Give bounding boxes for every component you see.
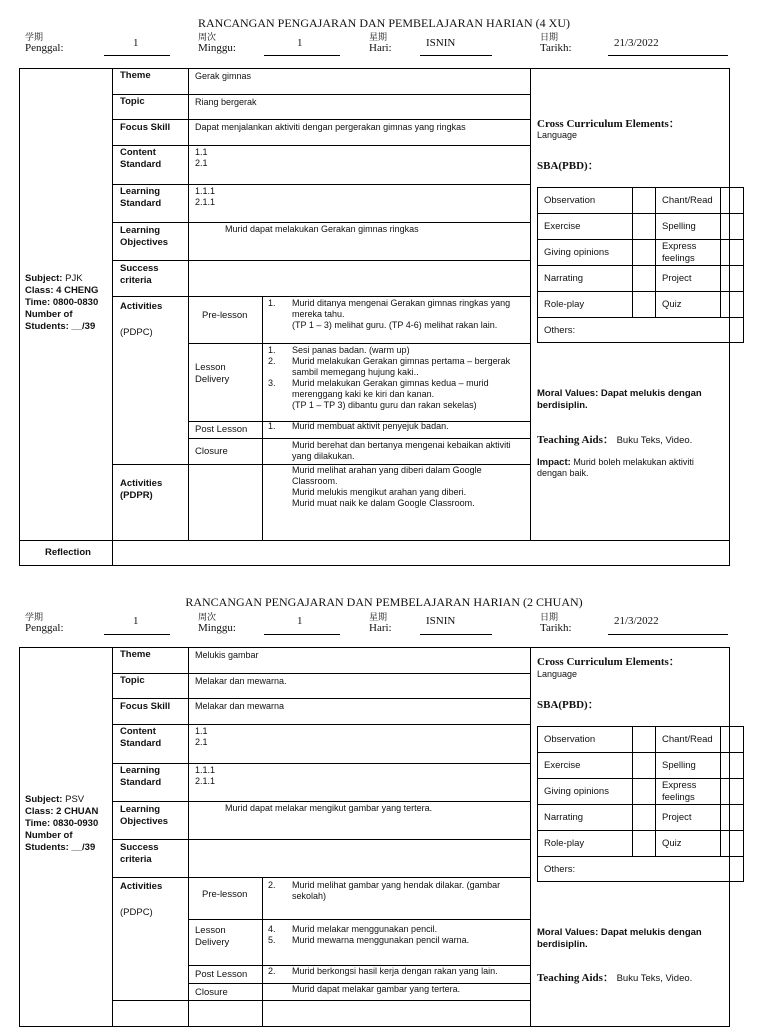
closure-label: Closure: [195, 987, 228, 998]
topic-label: Topic: [120, 675, 145, 686]
hari-line: [420, 634, 492, 635]
hari-label: Hari:: [369, 42, 392, 54]
sba-checkbox: [632, 291, 656, 318]
theme-label: Theme: [120, 70, 151, 81]
minggu-label: Minggu:: [198, 42, 236, 54]
minggu-value: 1: [297, 615, 303, 627]
minggu-line: [264, 634, 340, 635]
topic-value: Riang bergerak: [195, 97, 257, 107]
tarikh-value: 21/3/2022: [614, 37, 659, 49]
post-lesson-list: [268, 421, 526, 432]
learning-standard-label: Learning Standard: [120, 186, 162, 209]
class-info: Subject: PJK Class: 4 CHENG Time: 0800-0830 Number of Students: __/39: [25, 273, 99, 332]
sba-cell: Role-play: [537, 830, 633, 857]
sba-cell: Quiz: [655, 830, 721, 857]
sba-cell: Giving opinions: [537, 778, 633, 805]
sba-checkbox: [720, 265, 744, 292]
pre-lesson-label: Pre-lesson: [202, 310, 248, 321]
impact: Impact: Murid boleh melakukan aktiviti dengan baik.: [537, 457, 694, 478]
reflection-label: Reflection: [45, 547, 91, 558]
list-item: 2. Murid berkongsi hasil kerja dengan rakan yang lain.: [268, 966, 498, 976]
pre-lesson-label: Pre-lesson: [202, 889, 248, 900]
sba-checkbox: [720, 213, 744, 240]
learning-objectives-label: Learning Objectives: [120, 804, 169, 827]
sba-cell: Observation: [537, 187, 633, 214]
lesson-delivery-label: Lesson Delivery: [195, 925, 230, 948]
sba-others: Others:: [537, 317, 744, 343]
topic-label: Topic: [120, 96, 145, 107]
focus-value: Dapat menjalankan aktiviti dengan pergerakan gimnas yang ringkas: [195, 122, 466, 132]
teaching-aids: Teaching Aids： Buku Teks, Video.: [537, 434, 693, 446]
sba-checkbox: [632, 187, 656, 214]
closure-text: Murid berehat dan bertanya mengenai kebaikan aktiviti yang dilakukan.: [292, 440, 511, 461]
sba-cell: Project: [655, 804, 721, 831]
sba-checkbox: [632, 265, 656, 292]
tarikh-label: Tarikh:: [540, 622, 572, 634]
theme-value: Melukis gambar: [195, 650, 259, 660]
sba-label: SBA(PBD)：: [537, 699, 599, 711]
list-item: 4. Murid melakar menggunakan pencil.: [268, 924, 438, 934]
pdpr-label: Activities (PDPR): [120, 478, 163, 501]
teaching-aids: Teaching Aids： Buku Teks, Video.: [537, 972, 693, 984]
success-criteria-label: Success criteria: [120, 842, 159, 865]
list-item: sekolah): [292, 891, 327, 901]
lesson-delivery-label: Lesson Delivery: [195, 362, 230, 385]
list-item: (TP 1 – 3) melihat guru. (TP 4-6) melihat rakan lain.: [292, 320, 498, 330]
cce-label: Cross Curriculum Elements：: [537, 118, 680, 130]
lesson-plan-2: [0, 580, 768, 1024]
hari-value: ISNIN: [426, 37, 456, 49]
moral-values: Moral Values: Dapat melukis dengan berdisiplin.: [537, 927, 702, 950]
list-item: (TP 1 – TP 3) dibantu guru dan rakan sekelas): [292, 400, 477, 410]
sba-cell: Project: [655, 265, 721, 292]
lesson-delivery-list: [268, 345, 526, 411]
penggal-value: 1: [133, 37, 139, 49]
penggal-line: [104, 634, 170, 635]
sba-cell: Exercise: [537, 213, 633, 240]
pdpc-label: (PDPC): [120, 327, 153, 338]
sba-checkbox: [632, 239, 656, 266]
plan-title: RANCANGAN PENGAJARAN DAN PEMBELAJARAN HARIAN (4 XU): [197, 16, 570, 30]
sba-checkbox: [720, 804, 744, 831]
sba-cell: Express feelings: [655, 239, 721, 266]
list-item: merenggang kaki ke kiri dan kanan.: [292, 389, 435, 399]
post-lesson-list: [268, 966, 526, 977]
list-item: 1. Sesi panas badan. (warm up): [268, 345, 410, 355]
minggu-line: [264, 55, 340, 56]
minggu-cn-label: 周次: [198, 613, 217, 623]
pre-lesson-list: [268, 298, 526, 331]
list-item: 3. Murid melakukan Gerakan gimnas kedua – murid: [268, 378, 489, 388]
theme-value: Gerak gimnas: [195, 71, 252, 81]
sba-cell: Narrating: [537, 265, 633, 292]
penggal-value: 1: [133, 615, 139, 627]
tarikh-line: [608, 55, 728, 56]
sba-checkbox: [720, 752, 744, 779]
sba-checkbox: [720, 187, 744, 214]
learning-standard-value: 1.1.1 2.1.1: [195, 186, 216, 207]
sba-checkbox: [720, 726, 744, 753]
post-lesson-label: Post Lesson: [195, 424, 248, 435]
pdpr-text: Murid melihat arahan yang diberi dalam Google Classroom. Murid melukis mengikut arahan yang diberi. Murid muat naik ke dalam Google Classroom.: [292, 465, 482, 508]
list-item: 1. Murid membuat aktivit penyejuk badan.: [268, 421, 449, 431]
hari-cn-label: 星期: [369, 33, 388, 43]
focus-label: Focus Skill: [120, 701, 171, 712]
tarikh-value: 21/3/2022: [614, 615, 659, 627]
content-standard-value: 1.1 2.1: [195, 147, 208, 168]
list-item: 5. Murid mewarna menggunakan pencil warna.: [268, 935, 470, 945]
sba-checkbox: [632, 804, 656, 831]
sba-cell: Spelling: [655, 213, 721, 240]
focus-label: Focus Skill: [120, 122, 171, 133]
closure-label: Closure: [195, 446, 228, 457]
activities-label: Activities: [120, 881, 163, 892]
success-criteria-label: Success criteria: [120, 263, 159, 286]
penggal-cn-label: 学期: [25, 613, 44, 623]
hari-value: ISNIN: [426, 615, 456, 627]
hari-label: Hari:: [369, 622, 392, 634]
pre-lesson-list: [268, 880, 526, 902]
sba-cell: Role-play: [537, 291, 633, 318]
learning-objectives-label: Learning Objectives: [120, 225, 169, 248]
content-standard-label: Content Standard: [120, 147, 162, 170]
focus-value: Melakar dan mewarna: [195, 701, 285, 711]
content-standard-value: 1.1 2.1: [195, 726, 208, 747]
cce-value: Language: [537, 669, 578, 679]
sba-checkbox: [720, 239, 744, 266]
hari-line: [420, 55, 492, 56]
activities-label: Activities: [120, 301, 163, 312]
cce-label: Cross Curriculum Elements：: [537, 656, 680, 668]
learning-objectives-value: Murid dapat melakukan Gerakan gimnas ringkas: [225, 224, 419, 234]
minggu-label: Minggu:: [198, 622, 236, 634]
learning-standard-label: Learning Standard: [120, 765, 162, 788]
tarikh-cn-label: 日期: [540, 613, 559, 623]
list-item: 2. Murid melihat gambar yang hendak dilakar. (gambar: [268, 880, 501, 890]
topic-value: Melakar dan mewarna.: [195, 676, 287, 686]
minggu-cn-label: 周次: [198, 33, 217, 43]
sba-cell: Express feelings: [655, 778, 721, 805]
hari-cn-label: 星期: [369, 613, 388, 623]
sba-checkbox: [720, 778, 744, 805]
plan-title: RANCANGAN PENGAJARAN DAN PEMBELAJARAN HARIAN (2 CHUAN): [185, 595, 583, 609]
penggal-cn-label: 学期: [25, 33, 44, 43]
lesson-delivery-list: [268, 924, 526, 946]
sba-checkbox: [632, 726, 656, 753]
sba-cell: Chant/Read: [655, 187, 721, 214]
list-item: 1. Murid ditanya mengenai Gerakan gimnas ringkas yang: [268, 298, 511, 308]
tarikh-cn-label: 日期: [540, 33, 559, 43]
theme-label: Theme: [120, 649, 151, 660]
sba-cell: Quiz: [655, 291, 721, 318]
sba-cell: Giving opinions: [537, 239, 633, 266]
closure-text: Murid dapat melakar gambar yang tertera.: [292, 984, 461, 994]
sba-cell: Spelling: [655, 752, 721, 779]
minggu-value: 1: [297, 37, 303, 49]
sba-others: Others:: [537, 856, 744, 882]
sba-cell: Narrating: [537, 804, 633, 831]
moral-values: Moral Values: Dapat melukis dengan berdisiplin.: [537, 388, 702, 411]
sba-cell: Chant/Read: [655, 726, 721, 753]
penggal-label: Penggal:: [25, 622, 64, 634]
penggal-label: Penggal:: [25, 42, 64, 54]
class-info: Subject: PSV Class: 2 CHUAN Time: 0830-0930 Number of Students: __/39: [25, 794, 99, 853]
penggal-line: [104, 55, 170, 56]
post-lesson-label: Post Lesson: [195, 969, 248, 980]
learning-objectives-value: Murid dapat melakar mengikut gambar yang tertera.: [225, 803, 433, 813]
cce-value: Language: [537, 130, 578, 140]
list-item: 2. Murid melakukan Gerakan gimnas pertama – bergerak: [268, 356, 511, 366]
tarikh-line: [608, 634, 728, 635]
sba-cell: Observation: [537, 726, 633, 753]
pdpc-label: (PDPC): [120, 907, 153, 918]
list-item: sambil memegang hujung kaki..: [292, 367, 419, 377]
tarikh-label: Tarikh:: [540, 42, 572, 54]
sba-checkbox: [632, 830, 656, 857]
sba-checkbox: [720, 291, 744, 318]
content-standard-label: Content Standard: [120, 726, 162, 749]
sba-checkbox: [632, 752, 656, 779]
sba-checkbox: [720, 830, 744, 857]
sba-checkbox: [632, 213, 656, 240]
learning-standard-value: 1.1.1 2.1.1: [195, 765, 216, 786]
sba-checkbox: [632, 778, 656, 805]
sba-cell: Exercise: [537, 752, 633, 779]
list-item: mereka tahu.: [292, 309, 345, 319]
sba-label: SBA(PBD)：: [537, 160, 599, 172]
